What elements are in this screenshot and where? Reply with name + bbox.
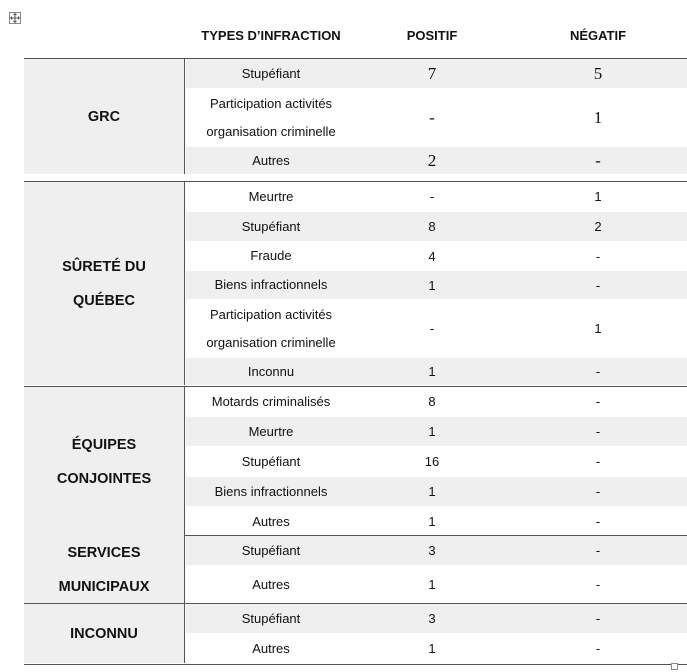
positive-count-cell: 1 (428, 577, 436, 592)
infraction-type-cell: Stupéfiant (241, 65, 301, 81)
infraction-type-cell: Autres (252, 513, 290, 529)
negative-count-cell: - (595, 611, 601, 626)
negative-count-cell: - (595, 277, 601, 293)
negative-count-cell: - (595, 364, 601, 379)
agency-label: SÛRETÉ DU QUÉBEC (62, 258, 146, 309)
negative-count-cell: - (595, 248, 601, 264)
table-row (186, 387, 687, 416)
negative-count-cell: 1 (594, 189, 602, 204)
infraction-type-cell: Stupéfiant (241, 542, 301, 558)
infraction-type-cell: Motards criminalisés (211, 393, 331, 409)
positive-count-cell: 3 (428, 611, 436, 626)
table-row (186, 59, 687, 88)
positive-count-cell: 3 (428, 543, 436, 558)
positive-count-cell: 8 (428, 219, 436, 234)
table-row (186, 212, 687, 241)
agency-label: SERVICES MUNICIPAUX (58, 544, 150, 595)
positive-count-cell: - (429, 189, 435, 204)
infraction-type-cell: Autres (252, 152, 290, 168)
negative-count-cell: 2 (594, 219, 602, 234)
positive-count-cell: 2 (427, 150, 437, 170)
positive-count-cell: 1 (428, 277, 436, 293)
infraction-type-cell: Participation activités organisation criminelle (206, 306, 336, 350)
table-row (186, 147, 687, 174)
negative-count-cell: 1 (593, 107, 603, 127)
positive-count-cell: 1 (428, 514, 436, 529)
table-row (186, 536, 687, 565)
column-header-positive: POSITIF (406, 28, 458, 43)
negative-count-cell: - (595, 394, 601, 409)
infraction-type-cell: Inconnu (247, 363, 295, 379)
negative-count-cell: - (595, 454, 601, 469)
agency-label: INCONNU (70, 625, 138, 642)
positive-count-cell: 4 (428, 248, 436, 264)
infraction-type-cell: Autres (252, 640, 290, 656)
agency-group-cell (24, 536, 185, 603)
negative-count-cell: - (595, 150, 601, 170)
infraction-type-cell: Autres (252, 576, 290, 592)
negative-count-cell: 5 (593, 63, 603, 83)
negative-count-cell: - (595, 484, 601, 499)
negative-count-cell: 1 (594, 321, 602, 336)
agency-label: ÉQUIPES CONJOINTES (56, 436, 152, 487)
positive-count-cell: 1 (428, 364, 436, 379)
table-row (186, 182, 687, 211)
infraction-type-cell: Meurtre (248, 188, 294, 204)
table-move-handle-icon[interactable] (9, 12, 21, 24)
table-row (186, 89, 687, 146)
table-resize-handle[interactable] (671, 663, 678, 670)
table-row (186, 507, 687, 536)
negative-count-cell: - (595, 424, 601, 439)
positive-count-cell: - (429, 321, 435, 336)
infraction-type-cell: Biens infractionnels (214, 483, 328, 499)
infraction-type-cell: Stupéfiant (241, 453, 301, 469)
agency-group-cell (24, 182, 185, 385)
table-row (186, 417, 687, 446)
infraction-type-cell: Stupéfiant (241, 610, 301, 626)
negative-count-cell: - (595, 543, 601, 558)
negative-count-cell: - (595, 514, 601, 529)
table-row (186, 566, 687, 603)
positive-count-cell: 8 (428, 394, 436, 409)
positive-count-cell: 1 (428, 424, 436, 439)
positive-count-cell: - (429, 107, 435, 127)
table-row (186, 358, 687, 385)
table-row (186, 242, 687, 270)
positive-count-cell: 1 (428, 484, 436, 499)
negative-count-cell: - (595, 577, 601, 592)
agency-group-cell (24, 59, 185, 174)
table-row (186, 447, 687, 476)
column-header-negative: NÉGATIF (569, 28, 627, 43)
positive-count-cell: 7 (427, 63, 437, 83)
table-row (186, 477, 687, 506)
positive-count-cell: 1 (428, 641, 436, 656)
infraction-type-cell: Stupéfiant (241, 218, 301, 234)
table-row (186, 300, 687, 357)
column-header-type: TYPES D’INFRACTION (201, 28, 341, 43)
agency-label: GRC (87, 108, 121, 125)
negative-count-cell: - (595, 641, 601, 656)
agency-group-cell (24, 604, 185, 663)
table-row (186, 634, 687, 663)
infraction-type-cell: Biens infractionnels (214, 277, 328, 292)
infraction-type-cell: Participation activités organisation criminelle (206, 95, 336, 139)
table-row (186, 271, 687, 299)
agency-group-cell (24, 387, 185, 536)
group-divider-line (24, 664, 687, 665)
table-row (186, 604, 687, 633)
infraction-type-cell: Fraude (250, 248, 292, 263)
infraction-type-cell: Meurtre (248, 423, 294, 439)
positive-count-cell: 16 (424, 454, 440, 469)
